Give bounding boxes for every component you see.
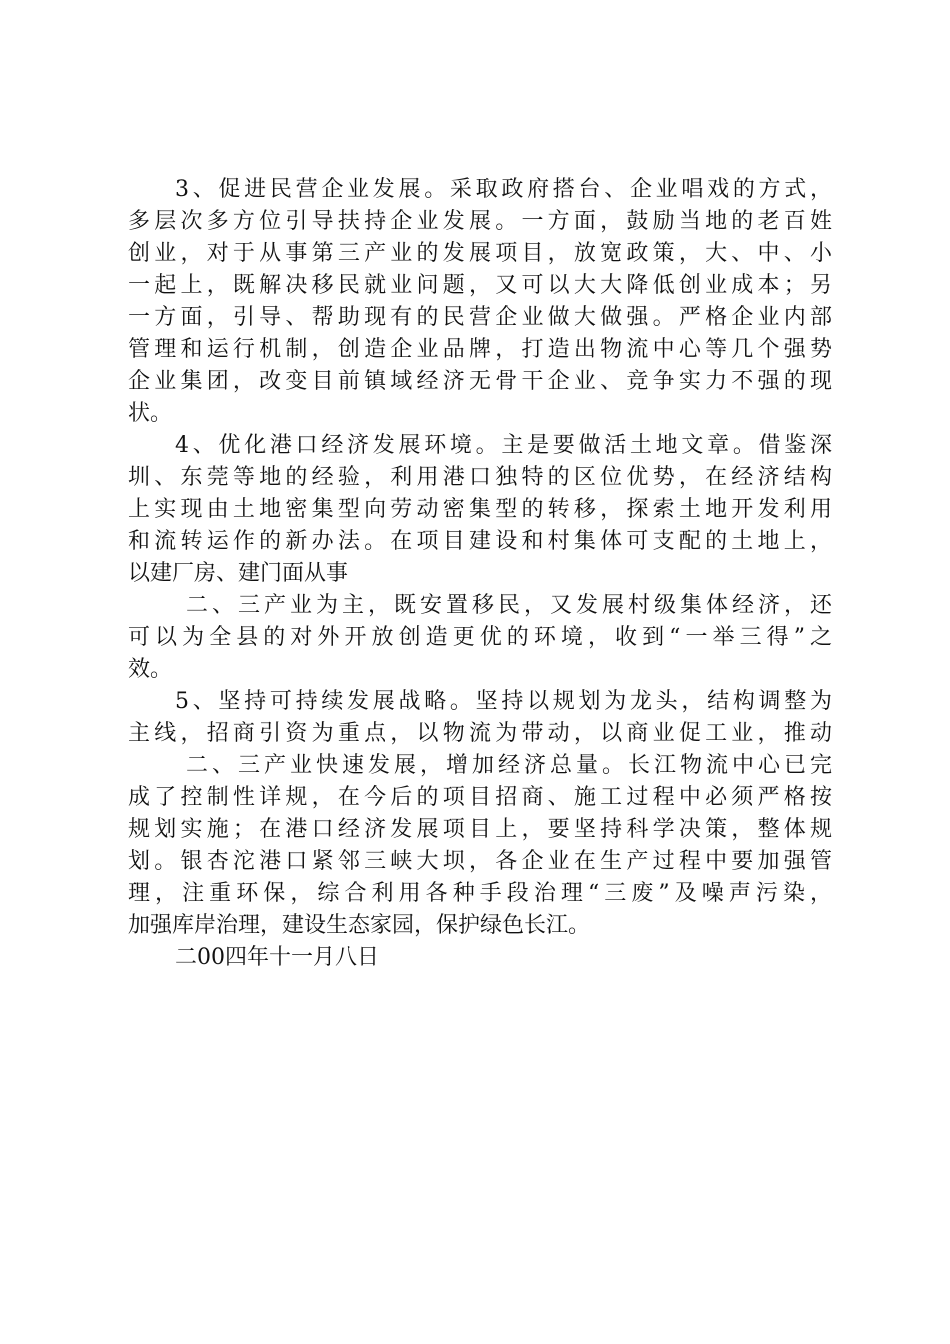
paragraph-5b-line-6: 加强库岸治理，建设生态家园，保护绿色长江。	[128, 913, 591, 938]
paragraph-3-line-7: 企业集团，改变目前镇域经济无骨干企业、竞争实力不强的现	[128, 369, 832, 394]
paragraph-4-line-3: 上实现由土地密集型向劳动密集型的转移，探索土地开发利用	[128, 497, 832, 522]
paragraph-5b-line-1: 二、三产业快速发展，增加经济总量。长江物流中心已完	[186, 753, 832, 778]
paragraph-4b-line-3: 效。	[128, 657, 173, 682]
paragraph-3-line-2: 多层次多方位引导扶持企业发展。一方面，鼓励当地的老百姓	[128, 209, 832, 234]
document-date: 二00四年十一月八日	[175, 945, 379, 970]
paragraph-4b-line-1: 二、三产业为主，既安置移民，又发展村级集体经济，还	[186, 593, 832, 618]
paragraph-3-line-3: 创业，对于从事第三产业的发展项目，放宽政策，大、中、小	[128, 241, 832, 266]
paragraph-5b-line-4: 划。银杏沱港口紧邻三峡大坝，各企业在生产过程中要加强管	[128, 849, 832, 874]
document-body	[128, 174, 832, 974]
paragraph-3-line-8: 状。	[128, 401, 173, 426]
paragraph-5b-line-2: 成了控制性详规，在今后的项目招商、施工过程中必须严格按	[128, 785, 832, 810]
paragraph-5b-line-5: 理，注重环保，综合利用各种手段治理“三废”及噪声污染，	[128, 881, 832, 906]
paragraph-5-line-1: 5、坚持可持续发展战略。坚持以规划为龙头，结构调整为	[175, 689, 832, 714]
paragraph-3-line-5: 一方面，引导、帮助现有的民营企业做大做强。严格企业内部	[128, 305, 832, 330]
paragraph-5-line-2: 主线，招商引资为重点，以物流为带动，以商业促工业，推动	[128, 721, 832, 746]
paragraph-3-line-4: 一起上，既解决移民就业问题，又可以大大降低创业成本；另	[128, 273, 832, 298]
paragraph-3-line-1: 3、促进民营企业发展。采取政府搭台、企业唱戏的方式，	[175, 177, 832, 202]
paragraph-3-line-6: 管理和运行机制，创造企业品牌，打造出物流中心等几个强势	[128, 337, 832, 362]
paragraph-4-line-4: 和流转运作的新办法。在项目建设和村集体可支配的土地上，	[128, 529, 832, 554]
paragraph-4b-line-2: 可以为全县的对外开放创造更优的环境，收到“一举三得”之	[128, 625, 832, 650]
paragraph-4-line-2: 圳、东莞等地的经验，利用港口独特的区位优势，在经济结构	[128, 465, 832, 490]
paragraph-5b-line-3: 规划实施；在港口经济发展项目上，要坚持科学决策，整体规	[128, 817, 832, 842]
paragraph-4-line-5: 以建厂房、建门面从事	[128, 561, 349, 586]
paragraph-4-line-1: 4、优化港口经济发展环境。主是要做活土地文章。借鉴深	[175, 433, 832, 458]
